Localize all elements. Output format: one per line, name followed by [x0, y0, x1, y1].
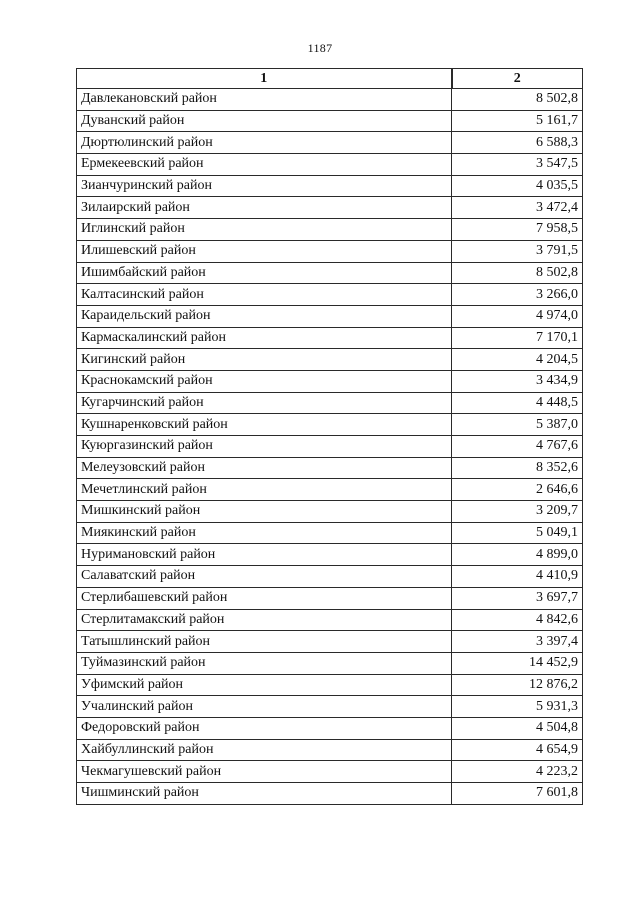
district-name-cell: Дуванский район [77, 110, 452, 132]
district-name-cell: Кигинский район [77, 349, 452, 371]
value-cell: 3 397,4 [452, 631, 583, 653]
district-name-cell: Куюргазинский район [77, 436, 452, 458]
value-cell: 4 504,8 [452, 717, 583, 739]
district-name-cell: Дюртюлинский район [77, 132, 452, 154]
district-name-cell: Татышлинский район [77, 631, 452, 653]
table-row [77, 240, 583, 262]
value-cell: 4 223,2 [452, 761, 583, 783]
value-cell: 2 646,6 [452, 479, 583, 501]
district-name-cell: Стерлитамакский район [77, 609, 452, 631]
table-row [77, 110, 583, 132]
table-row [77, 696, 583, 718]
table-row [77, 349, 583, 371]
value-cell: 14 452,9 [452, 652, 583, 674]
column-header-1: 1 [77, 69, 452, 89]
district-name-cell: Кармаскалинский район [77, 327, 452, 349]
table-row [77, 522, 583, 544]
value-cell: 4 974,0 [452, 305, 583, 327]
district-name-cell: Краснокамский район [77, 370, 452, 392]
table-row [77, 761, 583, 783]
table-body [77, 89, 583, 805]
table-row [77, 566, 583, 588]
value-cell: 3 472,4 [452, 197, 583, 219]
value-cell: 4 899,0 [452, 544, 583, 566]
district-name-cell: Зилаирский район [77, 197, 452, 219]
district-name-cell: Чишминский район [77, 783, 452, 805]
value-cell: 4 654,9 [452, 739, 583, 761]
value-cell: 3 791,5 [452, 240, 583, 262]
district-name-cell: Иглинский район [77, 219, 452, 241]
value-cell: 3 547,5 [452, 154, 583, 176]
table-row [77, 392, 583, 414]
table-row [77, 262, 583, 284]
value-cell: 3 434,9 [452, 370, 583, 392]
value-cell: 3 209,7 [452, 501, 583, 523]
value-cell: 5 931,3 [452, 696, 583, 718]
header-row [77, 69, 583, 89]
value-cell: 4 410,9 [452, 566, 583, 588]
district-name-cell: Чекмагушевский район [77, 761, 452, 783]
table-row [77, 609, 583, 631]
table-header [77, 69, 583, 89]
table-row [77, 219, 583, 241]
district-name-cell: Давлекановский район [77, 89, 452, 111]
value-cell: 5 049,1 [452, 522, 583, 544]
district-name-cell: Миякинский район [77, 522, 452, 544]
table-row [77, 370, 583, 392]
value-cell: 12 876,2 [452, 674, 583, 696]
page-number: 1187 [307, 41, 333, 55]
value-cell: 3 697,7 [452, 587, 583, 609]
district-name-cell: Калтасинский район [77, 284, 452, 306]
table-row [77, 436, 583, 458]
value-cell: 8 352,6 [452, 457, 583, 479]
value-cell: 6 588,3 [452, 132, 583, 154]
table-row [77, 284, 583, 306]
district-name-cell: Федоровский район [77, 717, 452, 739]
table-row [77, 631, 583, 653]
table-row [77, 154, 583, 176]
table-row [77, 587, 583, 609]
table-row [77, 544, 583, 566]
district-name-cell: Нуримановский район [77, 544, 452, 566]
value-cell: 3 266,0 [452, 284, 583, 306]
data-table [76, 68, 583, 805]
district-name-cell: Илишевский район [77, 240, 452, 262]
district-name-cell: Мелеузовский район [77, 457, 452, 479]
district-name-cell: Стерлибашевский район [77, 587, 452, 609]
district-name-cell: Туймазинский район [77, 652, 452, 674]
district-name-cell: Хайбуллинский район [77, 739, 452, 761]
table-row [77, 89, 583, 111]
district-name-cell: Мечетлинский район [77, 479, 452, 501]
table-row [77, 739, 583, 761]
value-cell: 4 204,5 [452, 349, 583, 371]
table-row [77, 717, 583, 739]
table-row [77, 652, 583, 674]
column-header-2: 2 [452, 69, 583, 89]
value-cell: 8 502,8 [452, 262, 583, 284]
district-name-cell: Мишкинский район [77, 501, 452, 523]
district-name-cell: Учалинский район [77, 696, 452, 718]
district-name-cell: Зианчуринский район [77, 175, 452, 197]
table-row [77, 674, 583, 696]
value-cell: 4 035,5 [452, 175, 583, 197]
table-row [77, 414, 583, 436]
district-name-cell: Уфимский район [77, 674, 452, 696]
value-cell: 4 767,6 [452, 436, 583, 458]
table-row [77, 501, 583, 523]
table-row [77, 327, 583, 349]
value-cell: 7 601,8 [452, 783, 583, 805]
value-cell: 4 842,6 [452, 609, 583, 631]
district-name-cell: Ермекеевский район [77, 154, 452, 176]
district-name-cell: Кугарчинский район [77, 392, 452, 414]
value-cell: 4 448,5 [452, 392, 583, 414]
value-cell: 5 161,7 [452, 110, 583, 132]
value-cell: 7 958,5 [452, 219, 583, 241]
value-cell: 7 170,1 [452, 327, 583, 349]
value-cell: 5 387,0 [452, 414, 583, 436]
table-row [77, 175, 583, 197]
district-name-cell: Салаватский район [77, 566, 452, 588]
table-row [77, 783, 583, 805]
district-name-cell: Кушнаренковский район [77, 414, 452, 436]
table-row [77, 132, 583, 154]
table-row [77, 305, 583, 327]
table-row [77, 197, 583, 219]
district-name-cell: Караидельский район [77, 305, 452, 327]
value-cell: 8 502,8 [452, 89, 583, 111]
district-name-cell: Ишимбайский район [77, 262, 452, 284]
table-row [77, 479, 583, 501]
table-row [77, 457, 583, 479]
